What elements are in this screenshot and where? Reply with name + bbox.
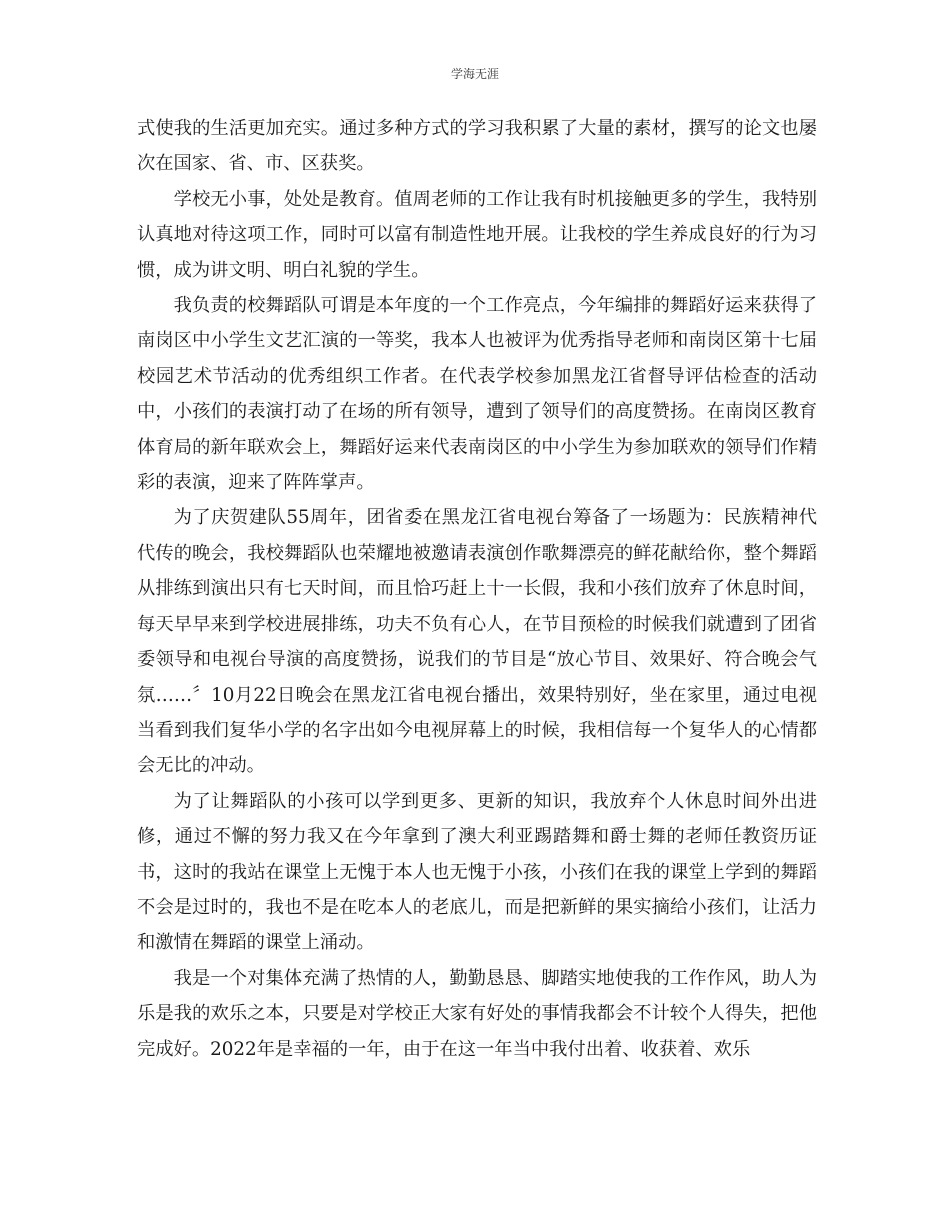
paragraph: 为了庆贺建队55周年，团省委在黑龙江省电视台筹备了一场题为：民族精神代代传的晚会，我校舞蹈队也荣耀地被邀请表演创作歌舞漂亮的鲜花献给你，整个舞蹈从排练到演出只有七天时间，而且恰巧赶上十一长假，我和小孩们放弃了休息时间，每天早早来到学校进展排练，功夫不负有心人，在节目预检的时候我们就遭到了团省委领导和电视台导演的高度赞扬，说我们的节目是“放心节目、效果好、符合晚会气氛……〞10月22日晚会在黑龙江省电视台播出，效果特别好，坐在家里，通过电视当看到我们复华小学的名字出如今电视屏幕上的时候，我相信每一个复华人的心情都会无比的冲动。 bbox=[137, 507, 817, 777]
paragraph-continuation: 式使我的生活更加充实。通过多种方式的学习我积累了大量的素材，撰写的论文也屡次在国家、省、市、区获奖。 bbox=[137, 118, 817, 175]
page-header: 学海无涯 bbox=[450, 67, 499, 81]
paragraph: 我是一个对集体充满了热情的人，勤勤恳恳、脚踏实地使我的工作作风，助人为乐是我的欢乐之本，只要是对学校正大家有好处的事情我都会不计较个人得失，把他完成好。2022年是幸福的一年，由于在这一年当中我付出着、收获着、欢乐 bbox=[137, 967, 817, 1060]
document-body bbox=[137, 111, 817, 1067]
paragraph: 学校无小事，处处是教育。值周老师的工作让我有时机接触更多的学生，我特别认真地对待这项工作，同时可以富有制造性地开展。让我校的学生养成良好的行为习惯，成为讲文明、明白礼貌的学生。 bbox=[137, 188, 817, 281]
paragraph: 我负责的校舞蹈队可谓是本年度的一个工作亮点，今年编排的舞蹈好运来获得了南岗区中小学生文艺汇演的一等奖，我本人也被评为优秀指导老师和南岗区第十七届校园艺术节活动的优秀组织工作者。在代表学校参加黑龙江省督导评估检查的活动中，小孩们的表演打动了在场的所有领导，遭到了领导们的高度赞扬。在南岗区教育体育局的新年联欢会上，舞蹈好运来代表南岗区的中小学生为参加联欢的领导们作精彩的表演，迎来了阵阵掌声。 bbox=[137, 295, 817, 494]
paragraph: 为了让舞蹈队的小孩可以学到更多、更新的知识，我放弃个人休息时间外出进修，通过不懈的努力我又在今年拿到了澳大利亚踢踏舞和爵士舞的老师任教资历证书，这时的我站在课堂上无愧于本人也无愧于小孩，小孩们在我的课堂上学到的舞蹈不会是过时的，我也不是在吃本人的老底儿，而是把新鲜的果实摘给小孩们，让活力和激情在舞蹈的课堂上涌动。 bbox=[137, 790, 817, 954]
